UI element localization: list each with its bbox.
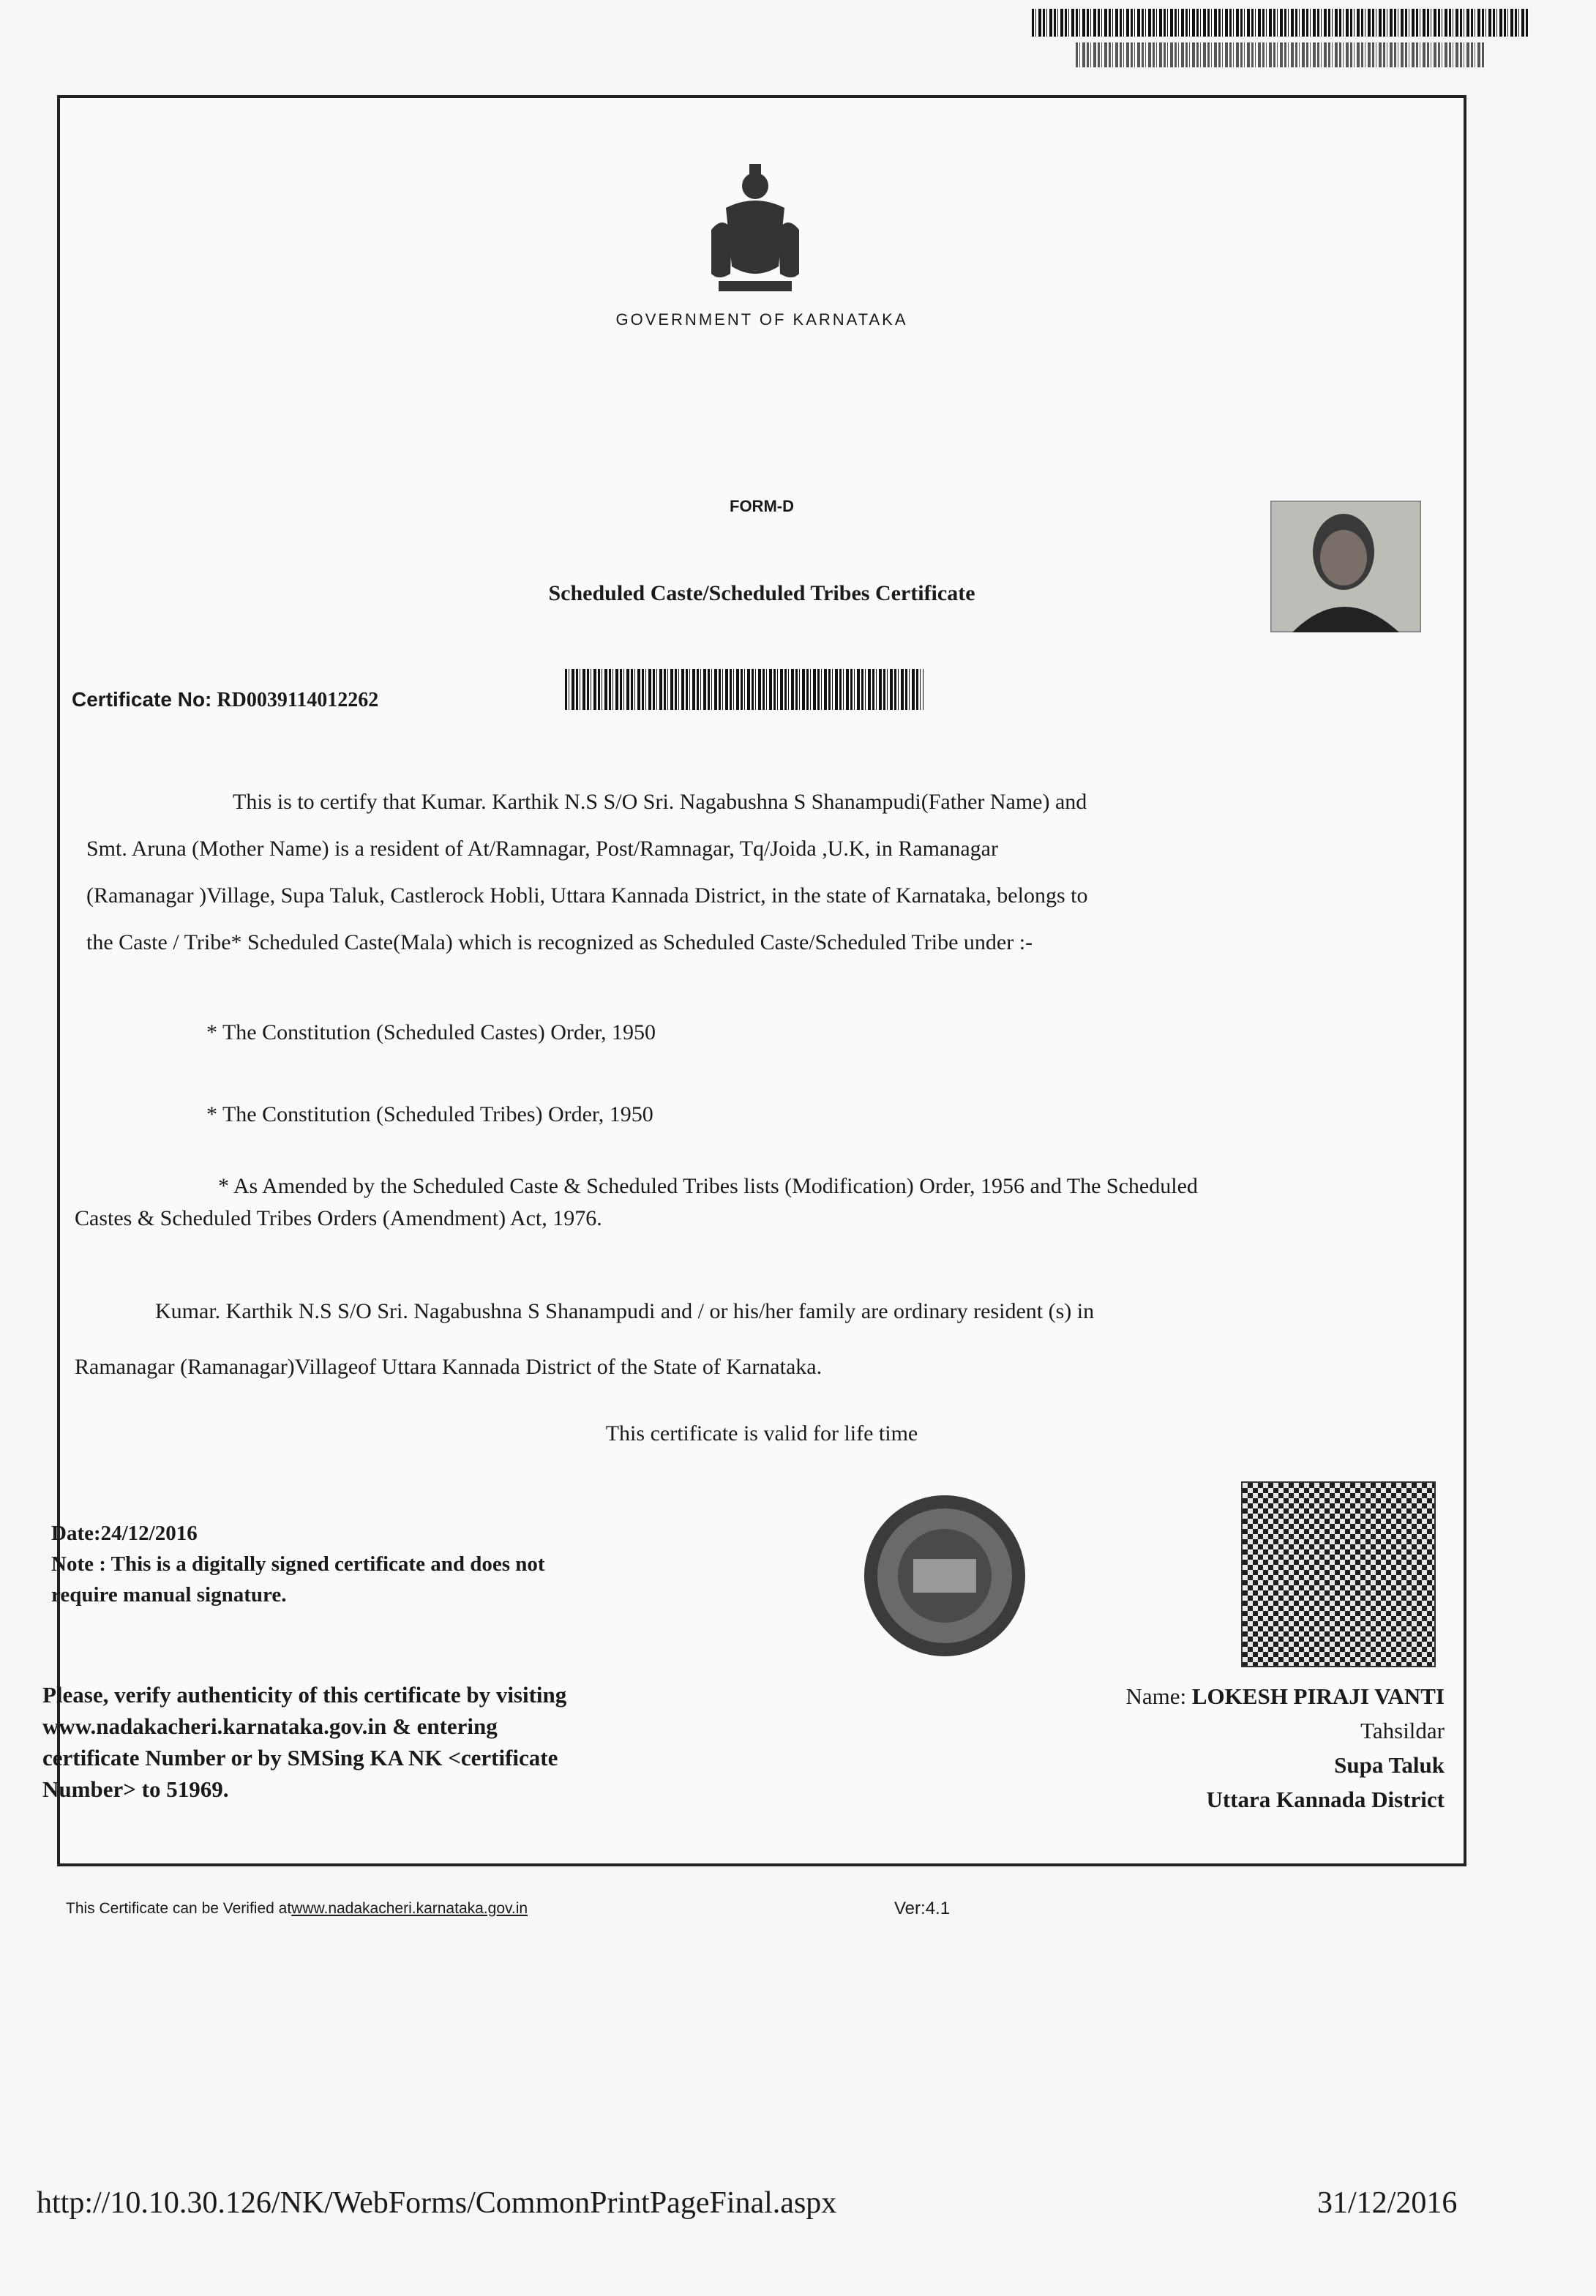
certify-line-3: (Ramanagar )Village, Supa Taluk, Castlerock Hobli, Uttara Kannada District, in the state of Karnataka, belongs to: [86, 883, 1088, 908]
certificate-number-value: RD0039114012262: [217, 689, 379, 711]
top-barcode-lower: [1076, 42, 1486, 67]
form-label: FORM-D: [730, 497, 794, 515]
amendment-line-2: Castes & Scheduled Tribes Orders (Amendment) Act, 1976.: [75, 1206, 602, 1230]
certificate-frame: [42, 95, 1466, 1866]
karnataka-emblem-icon: [697, 157, 814, 303]
signer-block: [1125, 1679, 1445, 1817]
signer-name: LOKESH PIRAJI VANTI: [1191, 1683, 1445, 1709]
order-st: * The Constitution (Scheduled Tribes) Order, 1950: [206, 1102, 653, 1126]
certificate-title: Scheduled Caste/Scheduled Tribes Certificate: [548, 581, 975, 605]
certify-line-4: the Caste / Tribe* Scheduled Caste(Mala) which is recognized as Scheduled Caste/Scheduled Tribe under :-: [86, 930, 1033, 954]
signer-title: Tahsildar: [1360, 1718, 1445, 1743]
residence-line-2: Ramanagar (Ramanagar)Villageof Uttara Kannada District of the State of Karnataka.: [75, 1355, 823, 1379]
qr-code: [1241, 1481, 1436, 1667]
page-footer-verify: [66, 1900, 528, 1918]
order-list: [206, 1009, 656, 1138]
verify-line-3: certificate Number or by SMSing KA NK <certificate: [42, 1745, 558, 1770]
amendment-text: [75, 1170, 1450, 1235]
verify-line-2: www.nadakacheri.karnataka.gov.in & entering: [42, 1713, 498, 1739]
top-barcode: [1032, 9, 1529, 37]
certificate-number: [72, 688, 378, 712]
certify-line-1: This is to certify that Kumar. Karthik N.S S/O Sri. Nagabushna S Shanampudi(Father Name) and: [233, 790, 1087, 814]
residence-paragraph: [75, 1284, 1450, 1395]
signer-name-row: [1125, 1679, 1445, 1713]
validity-text: This certificate is valid for life time: [605, 1421, 918, 1446]
photo-avatar: [1270, 501, 1421, 632]
amendment-line-1: * As Amended by the Scheduled Caste & Scheduled Tribes lists (Modification) Order, 1956 and The Scheduled: [218, 1174, 1198, 1198]
issue-date: Date:24/12/2016: [51, 1522, 198, 1545]
residence-line-1: Kumar. Karthik N.S S/O Sri. Nagabushna S Shanampudi and / or his/her family are ordinary resident (s) in: [155, 1299, 1095, 1323]
certify-paragraph: [86, 779, 1447, 966]
note-block: [51, 1518, 545, 1610]
verify-line-1: Please, verify authenticity of this certificate by visiting: [42, 1682, 567, 1708]
version-label: Ver:4.1: [894, 1899, 951, 1918]
government-heading: GOVERNMENT OF KARNATAKA: [615, 310, 908, 329]
certificate-barcode: [565, 669, 923, 710]
signer-district: Uttara Kannada District: [1206, 1787, 1445, 1812]
print-url[interactable]: http://10.10.30.126/NK/WebForms/CommonPrintPageFinal.aspx: [37, 2186, 837, 2220]
note-line-2: require manual signature.: [51, 1583, 287, 1607]
certify-line-2: Smt. Aruna (Mother Name) is a resident of At/Ramnagar, Post/Ramnagar, Tq/Joida ,U.K, in Ramanagar: [86, 837, 998, 861]
signer-name-label: Name:: [1125, 1683, 1187, 1709]
hologram-seal-icon: [862, 1493, 1027, 1659]
note-line-1: Note : This is a digitally signed certificate and does not: [51, 1552, 545, 1576]
verify-link[interactable]: www.nadakacheri.karnataka.gov.in: [291, 1900, 528, 1917]
print-date: 31/12/2016: [1317, 2186, 1458, 2220]
order-sc: * The Constitution (Scheduled Castes) Order, 1950: [206, 1020, 656, 1044]
signer-taluk: Supa Taluk: [1334, 1752, 1445, 1778]
verify-line-4: Number> to 51969.: [42, 1776, 229, 1802]
verify-text: This Certificate can be Verified at: [66, 1900, 292, 1917]
certificate-number-label: Certificate No:: [72, 688, 212, 711]
verify-block: [42, 1679, 566, 1805]
